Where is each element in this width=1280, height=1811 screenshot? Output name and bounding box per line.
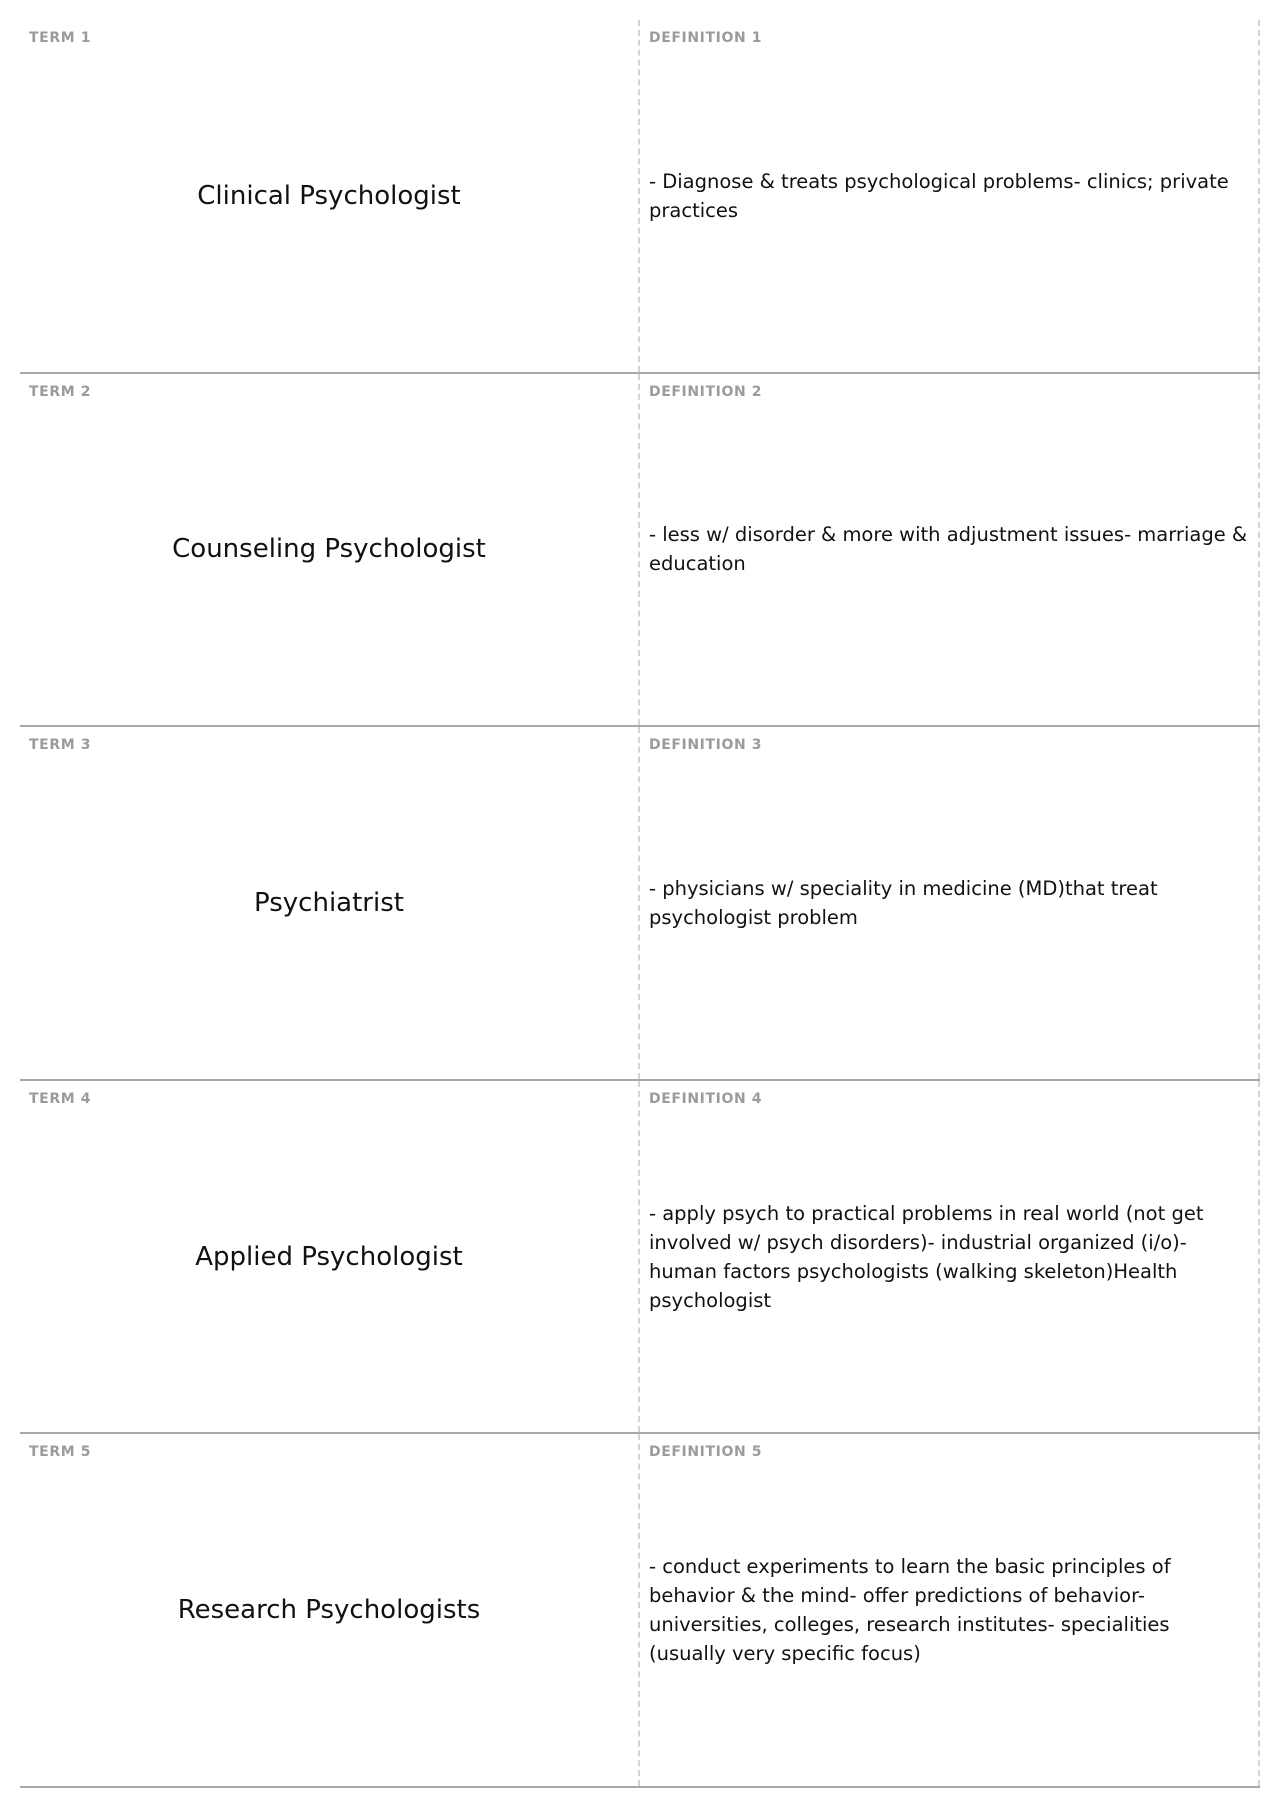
definition-body: - conduct experiments to learn the basic principles of behavior & the mind- offer predictions of behavior- universities, colleges, research institutes- specialities (usually very specific focus) (649, 1555, 1171, 1666)
definition-label: DEFINITION 2 (649, 383, 763, 400)
definition-text (649, 727, 1248, 1079)
definition-cell (640, 1434, 1260, 1786)
definition-text (649, 1081, 1248, 1433)
term-cell (20, 1081, 640, 1433)
definition-label: DEFINITION 3 (649, 737, 763, 754)
definition-cell (640, 727, 1260, 1079)
term-label: TERM 1 (29, 30, 92, 46)
term-label: TERM 4 (29, 1090, 92, 1107)
term-text: Clinical Psychologist (197, 180, 461, 211)
definition-label: DEFINITION 5 (649, 1444, 763, 1461)
definition-text (649, 1434, 1248, 1786)
definition-body: - less w/ disorder & more with adjustment issues- marriage & education (649, 523, 1248, 576)
definition-cell (640, 1081, 1260, 1433)
definition-body: - physicians w/ speciality in medicine (MD)that treat psychologist problem (649, 876, 1158, 929)
flashcard-row (20, 1434, 1260, 1788)
term-cell (20, 374, 640, 726)
term-text: Research Psychologists (177, 1595, 481, 1626)
term-label: TERM 2 (29, 383, 92, 400)
definition-label: DEFINITION 4 (649, 1090, 763, 1107)
flashcard-row (20, 20, 1260, 374)
term-text: Psychiatrist (254, 887, 404, 918)
definition-label: DEFINITION 1 (649, 30, 763, 46)
term-cell (20, 1434, 640, 1786)
flashcard-row (20, 374, 1260, 728)
term-label: TERM 3 (29, 737, 92, 754)
term-text: Applied Psychologist (195, 1241, 463, 1272)
flashcard-sheet (20, 20, 1260, 1788)
definition-text (649, 20, 1248, 372)
definition-cell (640, 374, 1260, 726)
definition-body: - Diagnose & treats psychological problems- clinics; private practices (649, 169, 1229, 222)
flashcard-row (20, 1081, 1260, 1435)
definition-text (649, 374, 1248, 726)
term-cell (20, 727, 640, 1079)
flashcard-row (20, 727, 1260, 1081)
definition-body: - apply psych to practical problems in real world (not get involved w/ psych disorders)- industrial organized (i/o)- human factors psychologists (walking skeleton)Health psychologist (649, 1201, 1204, 1312)
definition-cell (640, 20, 1260, 372)
term-label: TERM 5 (29, 1444, 92, 1461)
term-text: Counseling Psychologist (172, 534, 486, 565)
term-cell (20, 20, 640, 372)
